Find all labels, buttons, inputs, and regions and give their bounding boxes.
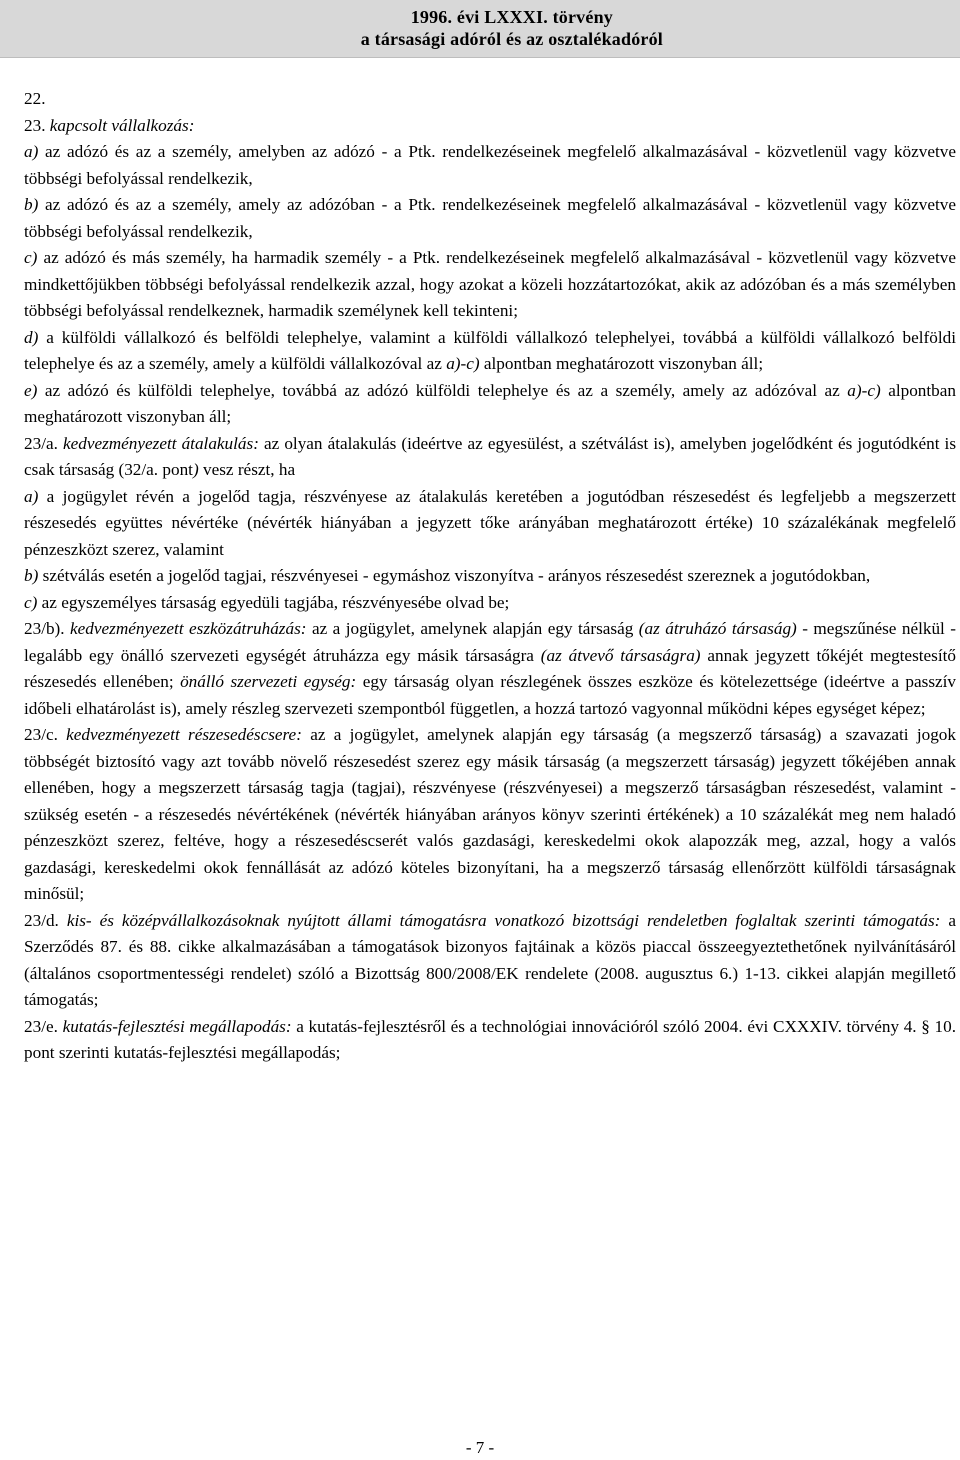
page-header: [0, 0, 960, 58]
item-23: 23. kapcsolt vállalkozás:: [24, 115, 195, 135]
item-23-c: c) az adózó és más személy, ha harmadik személy - a Ptk. rendelkezéseinek megfelelő alkalmazásával - közvetlenül vagy közvetve mindkettőjükben többségi befolyással rendelkezik azzal, hogy azokat a közeli hozzátartozókat, akik az adózóban és a más személyben többségi befolyással rendelkeznek, harmadik személynek kell tekinteni;: [24, 248, 956, 320]
law-subtitle: a társasági adóról és az osztalékadóról: [360, 29, 663, 49]
item-22: 22.: [24, 89, 46, 108]
item-23d: 23/d. kis- és középvállalkozásoknak nyújtott állami támogatásra vonatkozó bizottsági rendeletben foglaltak szerinti támogatás: a Szerződés 87. és 88. cikke alkalmazásában a támogatások bizonyos fajtáinak a közös piaccal összeegyeztethetőnek nyilvánításáról (általános csoportmentességi rendelet) szóló a Bizottság 800/2008/EK rendelete (2008. augusztus 6.) 1-13. cikkei alapján megillető támogatás;: [24, 910, 956, 1009]
item-23c: 23/c. kedvezményezett részesedéscsere: az a jogügylet, amelynek alapján egy társaság (a megszerző társaság) a szavazati jogok többségét biztosító vagy azt tovább növelő részesedést szerez egy másik társaság (a megszerzett társaság) jegyzett tőkéjében annak ellenében, hogy a megszerzett társaság tagja (tagjai), részvényese (részvényesei) a megszerző társaságban részesedést, valamint - szükség esetén - a részesedés névértékének (névérték hiányában arányos könyv szerinti értékének) a 10 százalékát meg nem haladó pénzeszközt szerez, feltéve, hogy a részesedéscserét valós gazdasági, kereskedelmi okok alapozzák meg, azzal, hogy a valós gazdasági, kereskedelmi okok fennállását az adózó köteles bizonyítani, ha a megszerző társaság ellenőrzött külföldi társaságnak minősül;: [24, 725, 956, 903]
term: kapcsolt vállalkozás:: [49, 115, 195, 135]
item-23a-a: a) a jogügylet révén a jogelőd tagja, részvényese az átalakulás keretében a jogutódban részesedést és legfeljebb a megszerzett részesedés együttes névértéke (névérték hiányában a jegyzett tőke arányában meghatározott értéke) 10 százalékának megfelelő pénzeszközt szerez, valamint: [24, 486, 956, 559]
item-23a-c: c) az egyszemélyes társaság egyedüli tagjába, részvényesébe olvad be;: [24, 592, 510, 612]
item-23e: 23/e. kutatás-fejlesztési megállapodás: a kutatás-fejlesztésről és a technológiai innovációról szóló 2004. évi CXXXIV. törvény 4. § 10. pont szerinti kutatás-fejlesztési megállapodás;: [24, 1016, 956, 1062]
item-23-a: a) az adózó és az a személy, amelyben az adózó - a Ptk. rendelkezéseinek megfelelő alkalmazásával - közvetlenül vagy közvetve többségi befolyással rendelkezik,: [24, 142, 956, 188]
law-title: 1996. évi LXXXI. törvény: [410, 7, 613, 27]
item-23b: 23/b). kedvezményezett eszközátruházás: az a jogügylet, amelynek alapján egy társaság (az átruházó társaság) - megszűnése nélkül - legalább egy önálló szervezeti egységét átruházza egy másik társaságra (az átvevő társaságra) annak jegyzett tőkéjét megtestesítő részesedés ellenében; önálló szervezeti egység: egy társaság olyan részlegének összes eszköze és kötelezettsége (ideértve a passzív időbeli elhatárolást is), amely részleg szervezeti szempontból független, a hozzá tartozó vagyonnal működni képes egységet képez;: [24, 619, 957, 718]
item-23a: 23/a. kedvezményezett átalakulás: az olyan átalakulás (ideértve az egyesülést, a szétválást is), amelyben jogelődként és jogutódként is csak társaság (32/a. pont) vesz részt, ha: [24, 433, 957, 479]
page-number: - 7 -: [465, 1438, 495, 1457]
item-23a-b: b) szétválás esetén a jogelőd tagjai, részvényesei - egymáshoz viszonyítva - arányos részesedést szereznek a jogutódokban,: [24, 566, 871, 585]
document-body: [6, 86, 956, 1067]
item-23-b: b) az adózó és az a személy, amely az adózóban - a Ptk. rendelkezéseinek megfelelő alkalmazásával - közvetlenül vagy közvetve többségi befolyással rendelkezik,: [24, 195, 956, 241]
item-23-e: e) az adózó és külföldi telephelye, továbbá az adózó külföldi telephelye és az a személy, amely az adózóval az a)-c) alpontban meghatározott viszonyban áll;: [24, 380, 956, 426]
item-23-d: d) a külföldi vállalkozó és belföldi telephelye, valamint a külföldi vállalkozó telephelyei, továbbá a külföldi vállalkozó belföldi telephelye és az a személy, amely a külföldi vállalkozóval az a)-c) alpontban meghatározott viszonyban áll;: [24, 327, 956, 373]
